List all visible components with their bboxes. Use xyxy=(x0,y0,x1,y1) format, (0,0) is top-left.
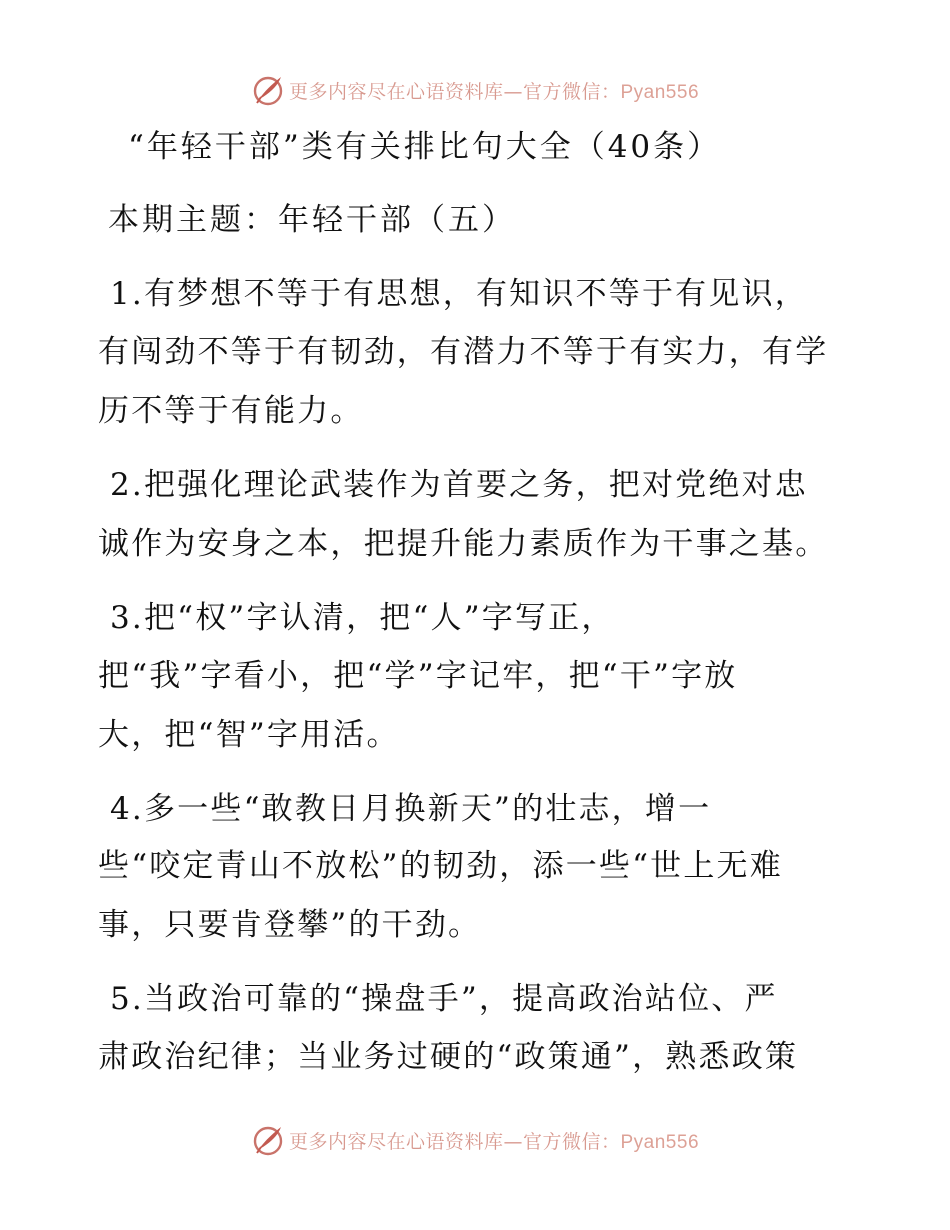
list-item-line: 大，把“智”字用活。 xyxy=(98,717,400,753)
list-item-line: 2.把强化理论武装作为首要之务，把对党绝对忠 xyxy=(110,467,808,503)
header-banner xyxy=(0,70,950,110)
banner-promo-text: 更多内容尽在心语资料库 xyxy=(288,1130,504,1153)
footer-banner xyxy=(0,1120,950,1160)
list-item-line: 肃政治纪律；当业务过硬的“政策通”，熟悉政策 xyxy=(98,1039,799,1075)
document-title: “年轻干部”类有关排比句大全（40条） xyxy=(128,129,722,165)
list-item-line: 些“咬定青山不放松”的韧劲，添一些“世上无难 xyxy=(98,848,783,884)
banner-wechat-label: 官方微信： xyxy=(522,80,621,103)
list-item-line: 1.有梦想不等于有思想，有知识不等于有见识， xyxy=(110,276,808,312)
banner-promo-text: 更多内容尽在心语资料库 xyxy=(288,80,504,103)
document-subtitle: 本期主题：年轻干部（五） xyxy=(108,202,516,238)
list-item-line: 诚作为安身之本，把提升能力素质作为干事之基。 xyxy=(98,526,829,562)
banner-text xyxy=(289,1127,699,1154)
list-item-line: 把“我”字看小，把“学”字记牢，把“干”字放 xyxy=(98,658,738,694)
list-item-line: 5.当政治可靠的“操盘手”，提高政治站位、严 xyxy=(110,981,778,1017)
quill-pen-logo-icon xyxy=(251,1123,285,1157)
quill-pen-logo-icon xyxy=(251,73,285,107)
banner-wechat-handle: Pyan556 xyxy=(620,1131,700,1153)
list-item-line: 有闯劲不等于有韧劲，有潜力不等于有实力，有学 xyxy=(98,334,829,370)
banner-wechat-label: 官方微信： xyxy=(522,1130,621,1153)
list-item-line: 4.多一些“敢教日月换新天”的壮志，增一 xyxy=(110,791,712,827)
list-item-line: 3.把“权”字认清，把“人”字写正， xyxy=(110,600,615,636)
banner-text xyxy=(289,77,699,104)
banner-separator: — xyxy=(503,1130,523,1153)
banner-separator: — xyxy=(503,80,523,103)
list-item-line: 事，只要肯登攀”的干劲。 xyxy=(98,907,482,943)
list-item-line: 历不等于有能力。 xyxy=(98,393,364,429)
banner-wechat-handle: Pyan556 xyxy=(620,81,700,103)
